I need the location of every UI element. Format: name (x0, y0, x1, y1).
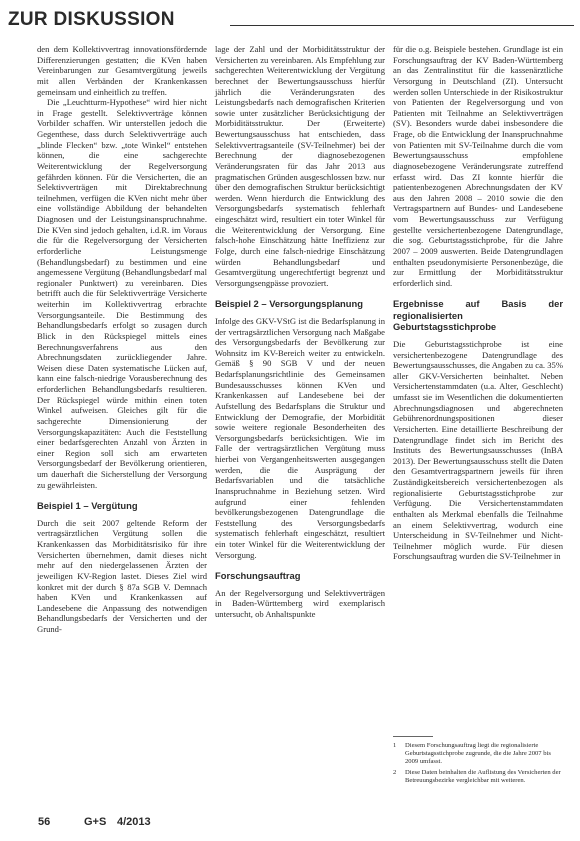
section-heading: Beispiel 1 – Vergütung (37, 500, 138, 512)
header-rule (230, 25, 574, 26)
paragraph: lage der Zahl und der Morbiditätsstruktur der Versicherten zu vereinbaren. Als Empfehlung zur sachgerechten Weiterentwicklung der Vergütung berechnet der Bewertungsausschuss hierfür jährlich die Veränderungsraten des Leistungsbedarfs nach demografischen Kriterien sowie unter zusätzlicher Berücksichtigung der Morbiditätsstruktur. Der (Erweiterte) Bewertungsausschuss hat entschieden, dass Selektivvertragsanteile (SV-Teilnehmer) bei der Berechnung der diagnosebezogenen Veränderungsraten für das Jahr 2013 aus pragmatischen Gründen ausgeschlossen bzw. nur über den demografischen Struktur berücksichtigt werden. Wenn hierdurch die Entwicklung des Versorgungsbedarfs systematisch fehlerhaft eingeschätzt wird, resultiert ein toter Winkel für die Weiterentwicklung der Versorgung. Eine falsch-hohe Einschätzung hätte Ineffizienz zur Folge, durch eine falsch-niedrige Einschätzung würden Behandlungsbedarf und Gesamtvergütung ungerechtfertigt begrenzt und Versorgungsengpässe provoziert. (215, 44, 385, 288)
section-title: ZUR DISKUSSION (8, 9, 175, 30)
paragraph: Die Geburtstagsstichprobe ist eine versichertenbezogene Datengrundlage des Bewertungsausschusses, die Angaben zu ca. 35% aller GKV-Versicherten beinhaltet. Neben Versichertenstammdaten (u.a. Alter, Geschlecht) umfasst sie im Wesentlichen die dokumentierten Abrechnungsdiagnosen und abgerechneten Gebührenordnungspositionen dieser Versicherten. Eine detaillierte Beschreibung der Datengrundlage findet sich im Bericht des Instituts des Bewertungsausschusses (InBA 2013). Der Bewertungsausschuss stellt die Daten den Gesamtvertragspartnern jeweils für ihren Zuständigkeitsbereich versichertenbezogen als regionalisierte Geburtstagsstichprobe zur Verfügung. Die Versichertenstammdaten enthalten als Merkmal ebenfalls die Teilnahme an einem Selektivvertrag, wodurch eine Unterscheidung in SV-Teilnehmer und Nicht-Teilnehmer möglich wurde. Für diesen Forschungsauftrag wurden die SV-Teilnehmer in (393, 338, 563, 562)
paragraph: Die „Leuchtturm-Hypothese“ wird hier nicht in Frage gestellt. Selektivverträge können Vorbilder schaffen. Wir unterstellen jedoch die Gegenthese, dass durch Selektivverträge auch „blinde Flecken“ bzw. „tote Winkel“ entstehen können, die eine sachgerechte Weiterentwicklung der Regelversorgung gefährden können. Für die Versicherten, die an Selektivverträgen mit Direktabrechnung teilnehmen, verfügen die KVen nicht mehr über eine vollständige Abbildung der behandelten Diagnosen und der Leistungsinanspruchnahme. Die KVen sind jedoch gehalten, i.d.R. im Voraus die für die Regelversorgung der Versicherten erforderliche Leistungsmenge (Behandlungsbedarf) zu bestimmen und eine angemessene Vergütung (Behandlungsbedarf mal regionaler Punktwert) zu vereinbaren. Dies betrifft auch die für Selektivverträge Versicherte weiterhin im Kollektivvertrag erbrachte Versorgungsanteile. Die Bestimmung des Behandlungsbedarfs erfolgt so zusagen durch Blick in den Rückspiegel mittels eines Berechnungsverfahrens aus den Abrechnungsdaten zurückliegender Jahre. Weisen diese Daten systematische Lücken auf, kann eine falsch-niedrige Vorausberechnung des erforderlichen Behandlungsbedarfs resultieren. Der Rückspiegel würde mithin einen toten Winkel aufweisen. Gleiches gilt für die sachgerechte Dimensionierung der Versorgungskapazitäten: Auch die Feststellung einer bedarfsgerechten Anzahl von Ärzten in einer Region soll sich am erwarteten Versorgungsbedarf der Bevölkerung orientieren, um dauerhaft die Sicherstellung der Versorgung zu gewährleisten. (37, 97, 207, 490)
issue-number: 4/2013 (117, 816, 151, 828)
footnote-rule (393, 736, 433, 737)
paragraph: Durch die seit 2007 geltende Reform der vertragsärztlichen Vergütung sollen die Krankenkassen das Morbiditätsrisiko für ihre Versicherten übernehmen, damit dieses nicht mehr auf den niedergelassenen Ärzten der jeweiligen KV-Region lastet. Dieses Ziel wird konkret mit der durch § 87a SGB V. Demnach haben KVen und Krankenkassen auf Landesebene die Anpassung des notwendigen Behandlungsbedarfs der Versicherten und der Grund- (37, 517, 207, 634)
text-column-3 (393, 44, 563, 562)
footnote-number: 2 (393, 769, 397, 776)
footnote-text: Diese Daten beinhalten die Auflistung des Versicherten der Betreuungsbezirke vergleichbar mit weiteren. (405, 769, 561, 784)
section-heading: Beispiel 2 – Versorgungsplanung (215, 298, 363, 310)
text-column-2 (215, 44, 385, 620)
page-footer (0, 812, 580, 834)
footnote (393, 769, 563, 785)
journal-logo: G+S (84, 816, 107, 828)
section-heading: Ergebnisse auf Basis der regionalisierten Geburtstagsstichprobe (393, 298, 563, 333)
paragraph: An der Regelversorgung und Selektivverträgen in Baden-Württemberg wird exemplarisch untersucht, ob Anhaltspunkte (215, 587, 385, 619)
footnotes (393, 736, 563, 788)
section-heading: Forschungsauftrag (215, 570, 301, 582)
footnote-text: Diesem Forschungsauftrag liegt die regionalisierte Geburtstagsstichprobe zugrunde, die die Jahre 2007 bis 2009 umfasst. (405, 742, 551, 765)
footnote (393, 742, 563, 766)
text-column-1 (37, 44, 207, 635)
paragraph: den dem Kollektivvertrag innovationsfördernde Differenzierungen gestatten; die KVen haben Vereinbarungen zur Gesamtvergütung jeweils mit allen Verbänden der Krankenkassen gemeinsam und einheitlich zu treffen. (37, 44, 207, 97)
page-number: 56 (38, 816, 51, 828)
footnote-number: 1 (393, 742, 397, 749)
paragraph: für die o.g. Beispiele bestehen. Grundlage ist ein Forschungsauftrag der KV Baden-Württemberg an das Zentralinstitut für die kassenärztliche Versorgung in Deutschland (ZI). Untersucht werden sollen Unterschiede in der Risikostruktur von Patienten der Regelversorgung und von Patienten mit Teilnahme an Selektivverträgen (SV). Besonders wurde dabei insbesondere die Frage, ob die Entwicklung der Inanspruchnahme von Patienten mit SV-Teilnahme durch die vom Bewertungsausschuss empfohlene diagnosebezogene Veränderungsrate zutreffend erfasst wird. Das ZI konnte hierfür die patientenbezogenen Abrechnungsdaten der KV aus den Jahren 2008 – 2010 sowie die den Vertragspartnern auf Bundes- und Landesebene vom Bewertungsausschuss zur Verfügung gestellte versichertenbezogene Datengrundlage, die sog. Geburtstagsstichprobe, für die Jahre 2007 – 2009 auswerten. Beide Datengrundlagen enthalten pseudonymisierte Personenbezüge, die zur Ermittlung der Morbiditätsstruktur erforderlich sind. (393, 44, 563, 288)
paragraph: Infolge des GKV-VStG ist die Bedarfsplanung in der vertragsärztlichen Versorgung nach Maßgabe des Versorgungsbedarfs der Bevölkerung zur Wohnsitz im KV-Bereich weiter zu entwickeln. Gemäß § 90 SGB V und der neuen Bedarfsplanungsrichtlinie des Gemeinsamen Bundesausschusses können KVen und Krankenkassen auf Landesebene bei der Aufstellung des Bedarfsplans die Struktur und Entwicklung der Demografie, der Morbidität sowie weitere regionale Besonderheiten des Versorgungsbedarfs berücksichtigen. Wie im Falle der vertragsärztlichen Vergütung muss hierbei von Vergangenheitswerten ausgegangen werden, die die Ausprägung der Bedarfsvariablen und die tatsächliche Inanspruchnahme in Beziehung setzen. Wird aufgrund einer fehlenden bevölkerungsbezogenen Datengrundlage die Feststellung des Versorgungsbedarfs systematisch fehlerhaft eingeschätzt, resultiert ein toter Winkel für die Weiterentwicklung der Versorgung. (215, 315, 385, 560)
section-header (0, 0, 580, 38)
